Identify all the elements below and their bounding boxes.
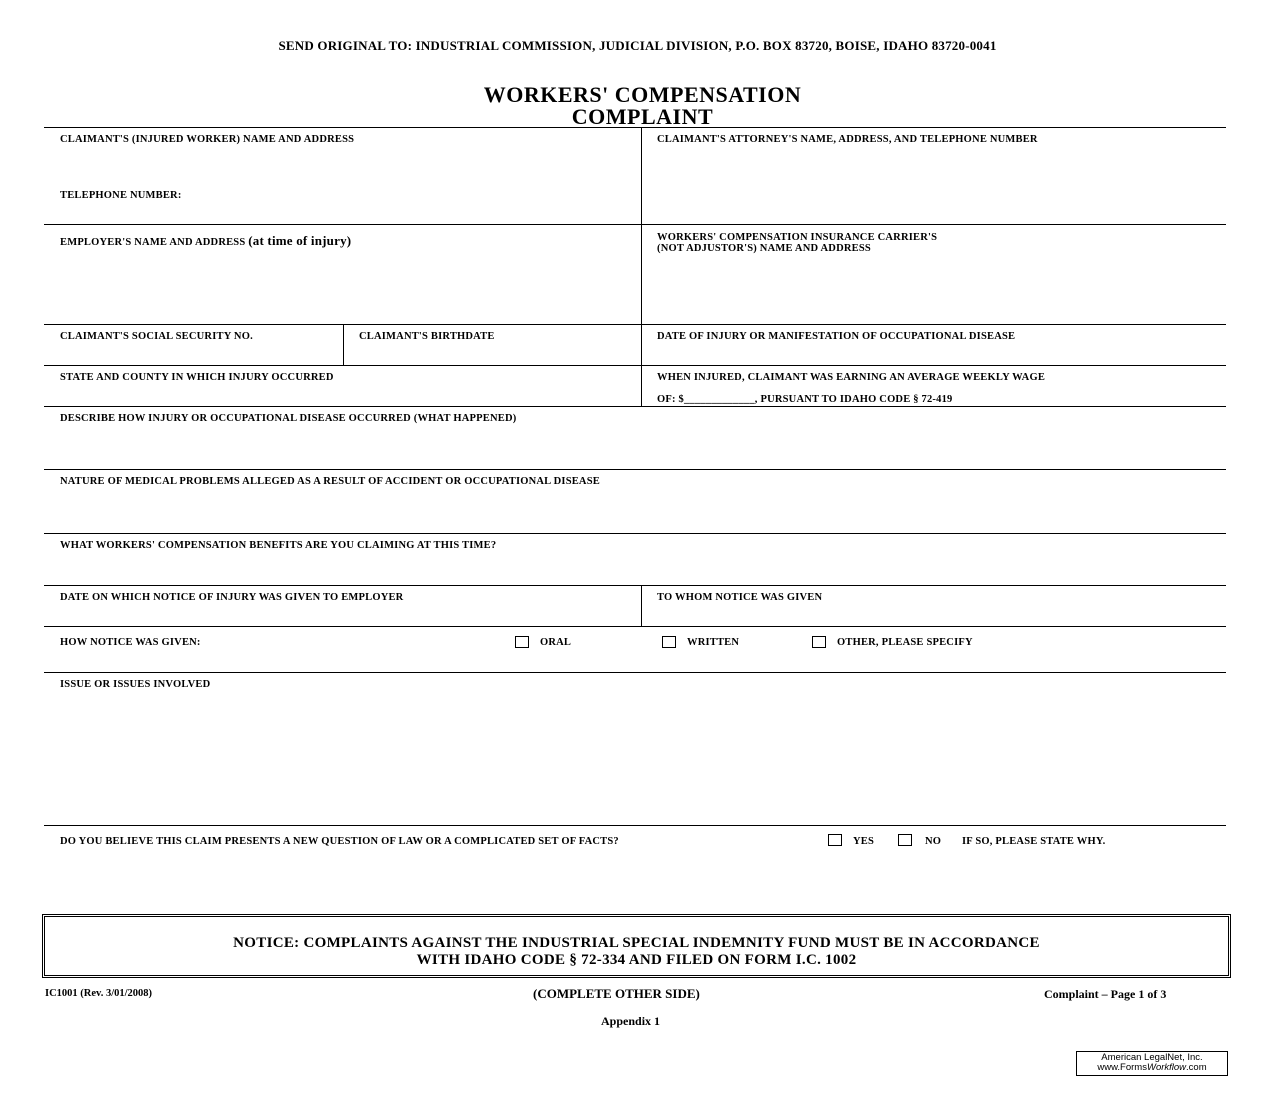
weekly-wage-label: WHEN INJURED, CLAIMANT WAS EARNING AN AVERAGE WEEKLY WAGE	[657, 372, 1046, 383]
form-id: IC1001 (Rev. 3/01/2008)	[45, 988, 153, 999]
attorney-field[interactable]: CLAIMANT'S ATTORNEY'S NAME, ADDRESS, AND TELEPHONE NUMBER	[657, 134, 1038, 145]
how-notice-label: HOW NOTICE WAS GIVEN:	[60, 637, 201, 648]
no-label: NO	[925, 836, 942, 847]
form-title: WORKERS' COMPENSATION	[483, 82, 802, 107]
benefits-claimed-field[interactable]: WHAT WORKERS' COMPENSATION BENEFITS ARE YOU CLAIMING AT THIS TIME?	[60, 540, 497, 551]
no-checkbox[interactable]	[898, 834, 912, 846]
notice-line-2: WITH IDAHO CODE § 72-334 AND FILED ON FORM I.C. 1002	[416, 952, 857, 968]
notice-text	[45, 935, 1228, 969]
ssn-field[interactable]: CLAIMANT'S SOCIAL SECURITY NO.	[60, 331, 253, 342]
yes-checkbox[interactable]	[828, 834, 842, 846]
written-label: WRITTEN	[687, 637, 740, 648]
complete-other-side: (COMPLETE OTHER SIDE)	[533, 986, 700, 1001]
weekly-wage-field[interactable]: OF: $_____________, PURSUANT TO IDAHO CODE § 72-419	[657, 394, 953, 405]
issues-field[interactable]: ISSUE OR ISSUES INVOLVED	[60, 679, 211, 690]
send-original-to: SEND ORIGINAL TO: INDUSTRIAL COMMISSION, JUDICIAL DIVISION, P.O. BOX 83720, BOISE, IDAHO 83720-0041	[278, 38, 997, 53]
stamp-italic: Workflow	[1146, 1062, 1187, 1073]
notice-line-1: NOTICE: COMPLAINTS AGAINST THE INDUSTRIAL SPECIAL INDEMNITY FUND MUST BE IN ACCORDANCE	[233, 935, 1040, 951]
date-of-injury-field[interactable]: DATE OF INJURY OR MANIFESTATION OF OCCUPATIONAL DISEASE	[657, 331, 1016, 342]
telephone-number-field[interactable]: TELEPHONE NUMBER:	[60, 190, 182, 201]
page-indicator: Complaint – Page 1 of 3	[1044, 987, 1167, 1001]
oral-label: ORAL	[540, 637, 572, 648]
isif-notice-box	[42, 914, 1231, 978]
yes-label: YES	[853, 836, 875, 847]
stamp-line-2	[1077, 1063, 1227, 1073]
other-checkbox[interactable]	[812, 636, 826, 648]
stamp-suffix: .com	[1186, 1062, 1207, 1073]
written-checkbox[interactable]	[662, 636, 676, 648]
american-legalnet-stamp	[1076, 1051, 1228, 1076]
employer-label: EMPLOYER'S NAME AND ADDRESS	[60, 237, 246, 248]
carrier-field-line2: (NOT ADJUSTOR'S) NAME AND ADDRESS	[657, 243, 871, 254]
notice-whom-field[interactable]: TO WHOM NOTICE WAS GIVEN	[657, 592, 823, 603]
employer-field[interactable]	[60, 233, 351, 249]
birthdate-field[interactable]: CLAIMANT'S BIRTHDATE	[359, 331, 495, 342]
notice-date-field[interactable]: DATE ON WHICH NOTICE OF INJURY WAS GIVEN TO EMPLOYER	[60, 592, 404, 603]
employer-suffix: (at time of injury)	[248, 233, 352, 248]
stamp-line-1: American LegalNet, Inc.	[1101, 1052, 1203, 1063]
if-so-label: IF SO, PLEASE STATE WHY.	[962, 836, 1106, 847]
appendix-label: Appendix 1	[601, 1014, 661, 1028]
state-county-field[interactable]: STATE AND COUNTY IN WHICH INJURY OCCURRED	[60, 372, 334, 383]
complicated-question-label: DO YOU BELIEVE THIS CLAIM PRESENTS A NEW QUESTION OF LAW OR A COMPLICATED SET OF FACTS?	[60, 836, 619, 847]
stamp-prefix: www.Forms	[1097, 1062, 1147, 1073]
medical-problems-field[interactable]: NATURE OF MEDICAL PROBLEMS ALLEGED AS A RESULT OF ACCIDENT OR OCCUPATIONAL DISEASE	[60, 476, 600, 487]
form-subtitle: COMPLAINT	[571, 104, 714, 129]
carrier-field-line1[interactable]: WORKERS' COMPENSATION INSURANCE CARRIER'S	[657, 232, 938, 243]
describe-injury-field[interactable]: DESCRIBE HOW INJURY OR OCCUPATIONAL DISEASE OCCURRED (WHAT HAPPENED)	[60, 413, 517, 424]
oral-checkbox[interactable]	[515, 636, 529, 648]
other-label: OTHER, PLEASE SPECIFY	[837, 637, 973, 648]
claimant-name-address-field[interactable]: CLAIMANT'S (INJURED WORKER) NAME AND ADDRESS	[60, 134, 355, 145]
